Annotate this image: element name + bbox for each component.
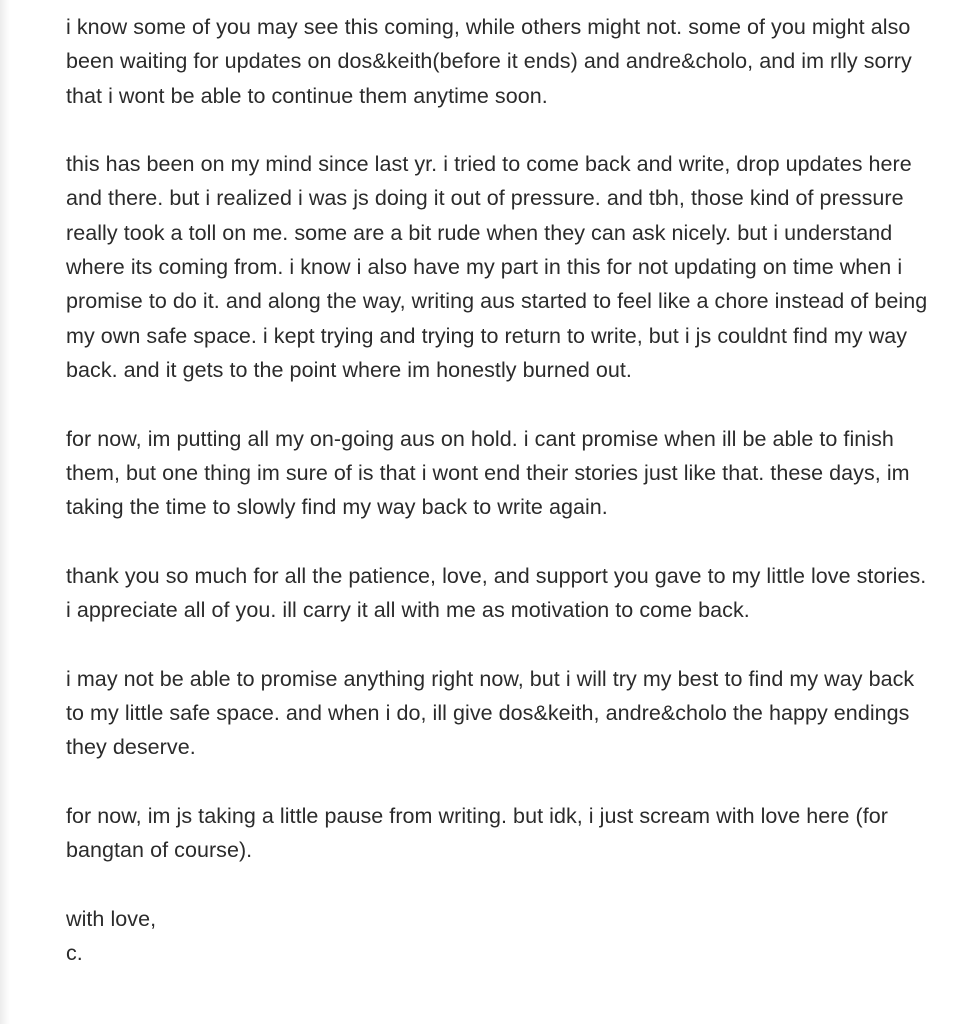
paragraph-on-hold: for now, im putting all my on-going aus on hold. i cant promise when ill be able to finish them, but one thing im sure of is that i wont end their stories just like that. these days, im taking the time to slowly find my way back to write again. (66, 426, 910, 520)
note-body (66, 10, 936, 970)
signature: c. (66, 941, 83, 966)
paragraph-apology: i know some of you may see this coming, while others might not. some of you might also been waiting for updates on dos&keith(before it ends) and andre&cholo, and im rlly sorry that i wont be able to continue them anytime soon. (66, 15, 912, 108)
paragraph-thanks: thank you so much for all the patience, love, and support you gave to my little love stories. i appreciate all of you. ill carry it all with me as motivation to come back. (66, 563, 927, 623)
paragraph-pause: for now, im js taking a little pause from writing. but idk, i just scream with love here (for bangtan of course). (66, 803, 888, 863)
signoff (66, 902, 936, 971)
paragraph-promise: i may not be able to promise anything right now, but i will try my best to find my way back to my little safe space. and when i do, ill give dos&keith, andre&cholo the happy endings they deserve. (66, 666, 915, 760)
page-left-edge (0, 0, 10, 1024)
closing-line: with love, (66, 906, 157, 931)
paragraph-pressure: this has been on my mind since last yr. i tried to come back and write, drop updates here and there. but i realized i was js doing it out of pressure. and tbh, those kind of pressure really took a toll on me. some are a bit rude when they can ask nicely. but i understand where its coming from. i know i also have my part in this for not updating on time when i promise to do it. and along the way, writing aus started to feel like a chore instead of being my own safe space. i kept trying and trying to return to write, but i js couldnt find my way back. and it gets to the point where im honestly burned out. (66, 152, 928, 382)
